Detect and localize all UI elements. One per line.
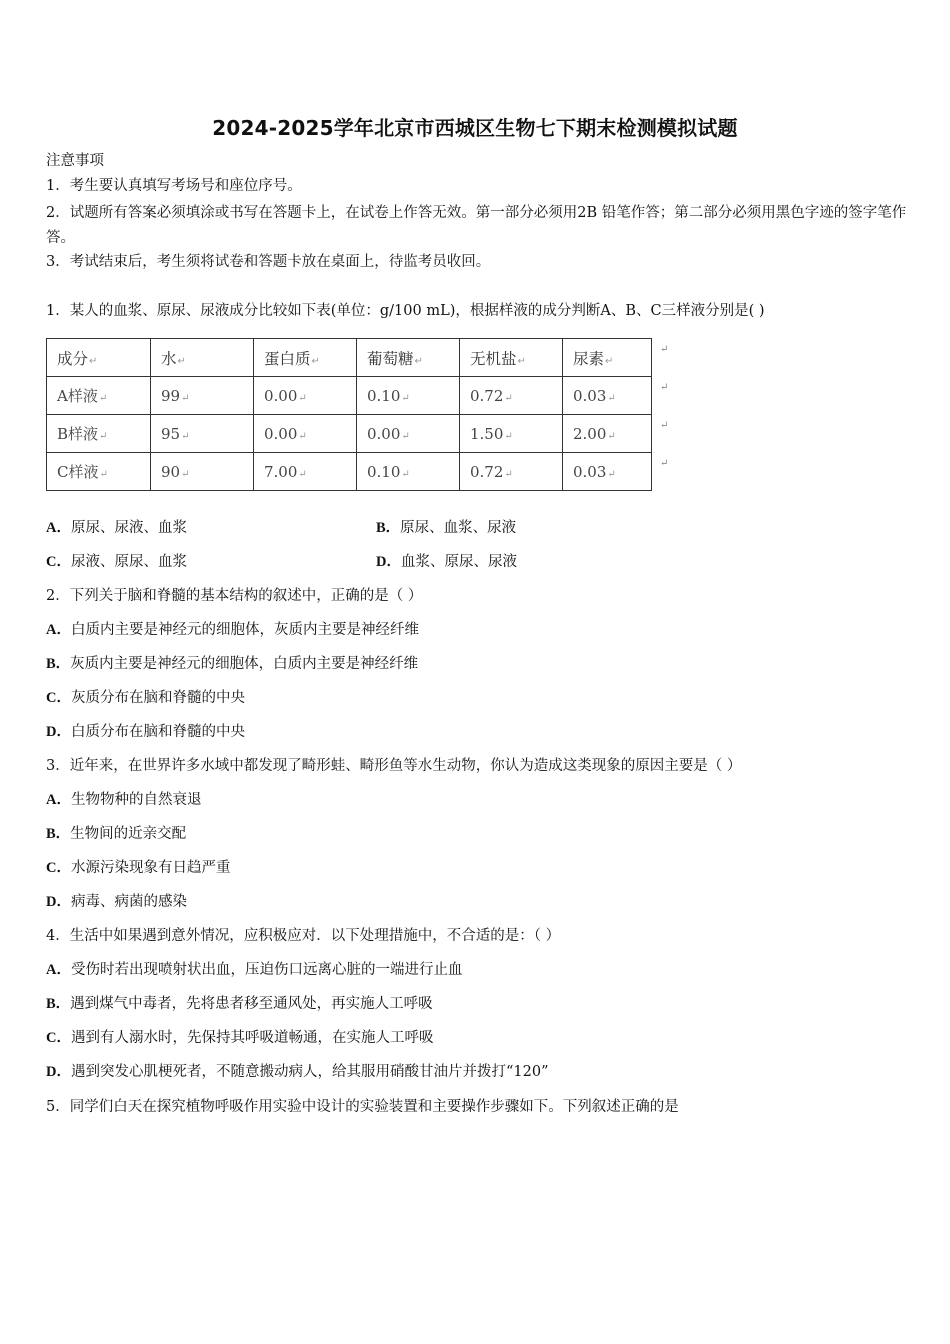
- notice-heading: 注意事项: [46, 153, 104, 169]
- option-c: C．灰质分布在脑和脊髓的中央: [46, 690, 245, 706]
- option-a: A．白质内主要是神经元的细胞体，灰质内主要是神经纤维: [46, 622, 419, 638]
- table-cell: 0.72↵: [460, 377, 563, 415]
- row-end-mark: ↵: [660, 344, 669, 355]
- table-header-cell: 无机盐↵: [460, 339, 563, 377]
- notice-item: 1．考生要认真填写考场号和座位序号。: [46, 178, 302, 194]
- table-cell: 0.10↵: [357, 453, 460, 491]
- table-header-cell: 成分↵: [47, 339, 151, 377]
- option-a: A．受伤时若出现喷射状出血，压迫伤口远离心脏的一端进行止血: [46, 962, 463, 978]
- option-d: D．病毒、病菌的感染: [46, 894, 187, 910]
- option-row: [46, 552, 906, 572]
- question-stem: 5．同学们白天在探究植物呼吸作用实验中设计的实验装置和主要操作步骤如下。下列叙述正确的是: [46, 1099, 679, 1115]
- option-a: A．生物物种的自然衰退: [46, 792, 202, 808]
- option-c: C．尿液、原尿、血浆: [46, 554, 187, 570]
- row-end-mark: ↵: [660, 420, 669, 431]
- table-header-cell: 水↵: [151, 339, 254, 377]
- table-row: [47, 377, 652, 415]
- table-cell: 0.00↵: [254, 377, 357, 415]
- table-header-cell: 蛋白质↵: [254, 339, 357, 377]
- question-stem: 4．生活中如果遇到意外情况，应积极应对．以下处理措施中，不合适的是：（ ）: [46, 928, 561, 944]
- option-d: D．白质分布在脑和脊髓的中央: [46, 724, 245, 740]
- table-header-cell: 尿素↵: [563, 339, 652, 377]
- row-end-mark: ↵: [660, 382, 669, 393]
- option-d: D．遇到突发心肌梗死者，不随意搬动病人，给其服用硝酸甘油片并拨打“120”: [46, 1064, 549, 1080]
- option-b: B．原尿、血浆、尿液: [376, 520, 517, 536]
- option-row: [46, 518, 906, 538]
- table-cell: 95↵: [151, 415, 254, 453]
- option-b: B．生物间的近亲交配: [46, 826, 187, 842]
- table-cell: C样液↵: [47, 453, 151, 491]
- option-c: C．水源污染现象有日趋严重: [46, 860, 231, 876]
- question-stem: 3．近年来，在世界许多水域中都发现了畸形蛙、畸形鱼等水生动物，你认为造成这类现象的原因主要是（ ）: [46, 758, 742, 774]
- table-cell: 0.00↵: [357, 415, 460, 453]
- table-row: [47, 453, 652, 491]
- table-cell: 90↵: [151, 453, 254, 491]
- table-cell: 0.03↵: [563, 453, 652, 491]
- table-cell: 99↵: [151, 377, 254, 415]
- option-b: B．灰质内主要是神经元的细胞体，白质内主要是神经纤维: [46, 656, 419, 672]
- option-a: A．原尿、尿液、血浆: [46, 520, 187, 536]
- question-stem: 2．下列关于脑和脊髓的基本结构的叙述中，正确的是（ ）: [46, 588, 423, 604]
- option-c: C．遇到有人溺水时，先保持其呼吸道畅通，在实施人工呼吸: [46, 1030, 434, 1046]
- table-cell: A样液↵: [47, 377, 151, 415]
- table-header-row: [47, 339, 652, 377]
- table-cell: 1.50↵: [460, 415, 563, 453]
- notice-item: 3．考试结束后，考生须将试卷和答题卡放在桌面上，待监考员收回。: [46, 254, 491, 270]
- table-cell: 0.03↵: [563, 377, 652, 415]
- notice-item: 2．试题所有答案必须填涂或书写在答题卡上，在试卷上作答无效。第一部分必须用2B 铅笔作答；第二部分必须用黑色字迹的签字笔作答。: [46, 205, 907, 246]
- table-cell: 0.72↵: [460, 453, 563, 491]
- table-cell: 0.10↵: [357, 377, 460, 415]
- table-cell: 0.00↵: [254, 415, 357, 453]
- table-cell: 7.00↵: [254, 453, 357, 491]
- row-end-mark: ↵: [660, 458, 669, 469]
- table-header-cell: 葡萄糖↵: [357, 339, 460, 377]
- page-title: 2024-2025学年北京市西城区生物七下期末检测模拟试题: [212, 116, 738, 140]
- table-row: [47, 415, 652, 453]
- table-cell: 2.00↵: [563, 415, 652, 453]
- table-cell: B样液↵: [47, 415, 151, 453]
- option-b: B．遇到煤气中毒者，先将患者移至通风处，再实施人工呼吸: [46, 996, 433, 1012]
- question-stem: 1．某人的血浆、原尿、尿液成分比较如下表(单位：g/100 mL)，根据样液的成分判断A、B、C三样液分别是( ): [46, 303, 765, 319]
- option-d: D．血浆、原尿、尿液: [376, 554, 517, 570]
- composition-table: [46, 338, 652, 491]
